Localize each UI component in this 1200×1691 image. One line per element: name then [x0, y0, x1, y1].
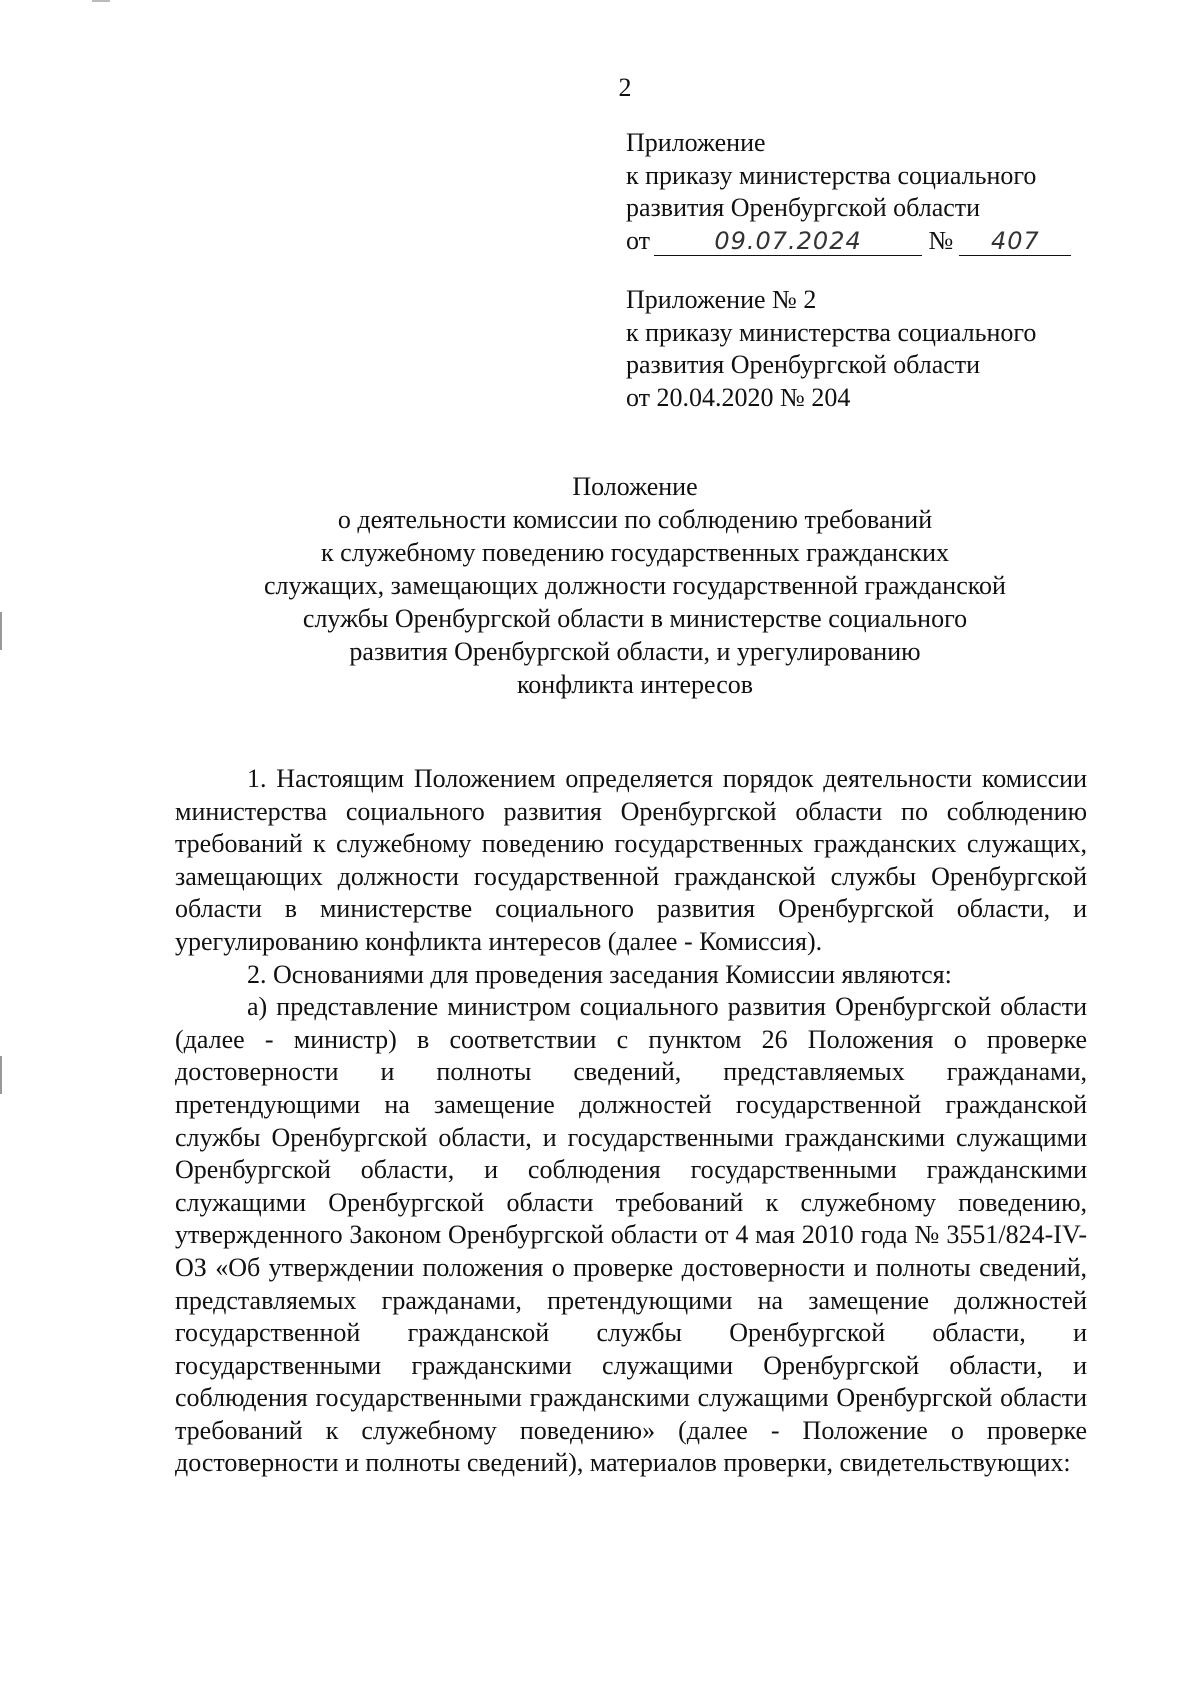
document-body — [175, 763, 1087, 1480]
paragraph-2a: а) представление министром социального развития Оренбургской области (далее - министр) в соответствии с пунктом 26 Положения о проверке достоверности и полноты сведений, представляемых гражданами, претендующими на замещение должностей государственной гражданской службы Оренбургской области, и государственными гражданскими служащими Оренбургской области, и соблюдения государственными гражданскими служащими Оренбургской области требований к служебному поведению, утвержденного Законом Оренбургской области от 4 мая 2010 года № 3551/824-IV-ОЗ «Об утверждении положения о проверке достоверности и полноты сведений, представляемых гражданами, претендующими на замещение должностей государственной гражданской службы Оренбургской области, и государственными гражданскими служащими Оренбургской области, и соблюдения государственными гражданскими служащими Оренбургской области требований к служебному поведению» (далее - Положение о проверке достоверности и полноты сведений), материалов проверки, свидетельствующих: — [175, 992, 1087, 1478]
title-line: конфликта интересов — [516, 670, 754, 699]
title-line: служащих, замещающих должности государственной гражданской — [264, 571, 1006, 600]
appendix-original-date-line: от 20.04.2020 № 204 — [626, 382, 851, 412]
title-line: о деятельности комиссии по соблюдению требований — [337, 505, 933, 534]
appendix-original-order-line: к приказу министерства социального — [626, 317, 1037, 347]
appendix-order-line: к приказу министерства социального — [626, 160, 1037, 190]
number-prefix: № — [928, 225, 954, 255]
title-line: к служебному поведению государственных гражданских — [320, 538, 950, 567]
title-line: Положение — [572, 472, 698, 501]
handwritten-number: 407 — [959, 227, 1071, 256]
scan-mark — [92, 0, 110, 2]
appendix-date-number-line — [626, 225, 1086, 258]
margin-scan-mark — [0, 1056, 2, 1094]
appendix-original-label: Приложение № 2 — [626, 285, 817, 314]
date-prefix: от — [626, 225, 651, 255]
appendix-label: Приложение — [626, 128, 766, 157]
appendix-ministry-line: развития Оренбургской области — [626, 193, 981, 222]
document-title — [170, 470, 1100, 701]
paragraph-1: 1. Настоящим Положением определяется порядок деятельности комиссии министерства социального развития Оренбургской области по соблюдению требований к служебному поведению государственных гражданских служащих, замещающих должности государственной гражданской службы Оренбургской области в министерстве социального развития Оренбургской области, и урегулированию конфликта интересов (далее - Комиссия). — [175, 764, 1087, 956]
page-number: 2 — [618, 73, 632, 102]
title-line: службы Оренбургской области в министерстве социального — [302, 604, 968, 633]
appendix-original-ministry-line: развития Оренбургской области — [626, 350, 981, 379]
appendix-current-header — [626, 127, 1086, 257]
handwritten-date: 09.07.2024 — [654, 227, 922, 256]
paragraph-2: 2. Основаниями для проведения заседания Комиссии являются: — [247, 959, 952, 989]
title-line: развития Оренбургской области, и урегулированию — [349, 637, 921, 666]
margin-scan-mark — [0, 612, 2, 650]
appendix-original-header — [626, 284, 1086, 414]
